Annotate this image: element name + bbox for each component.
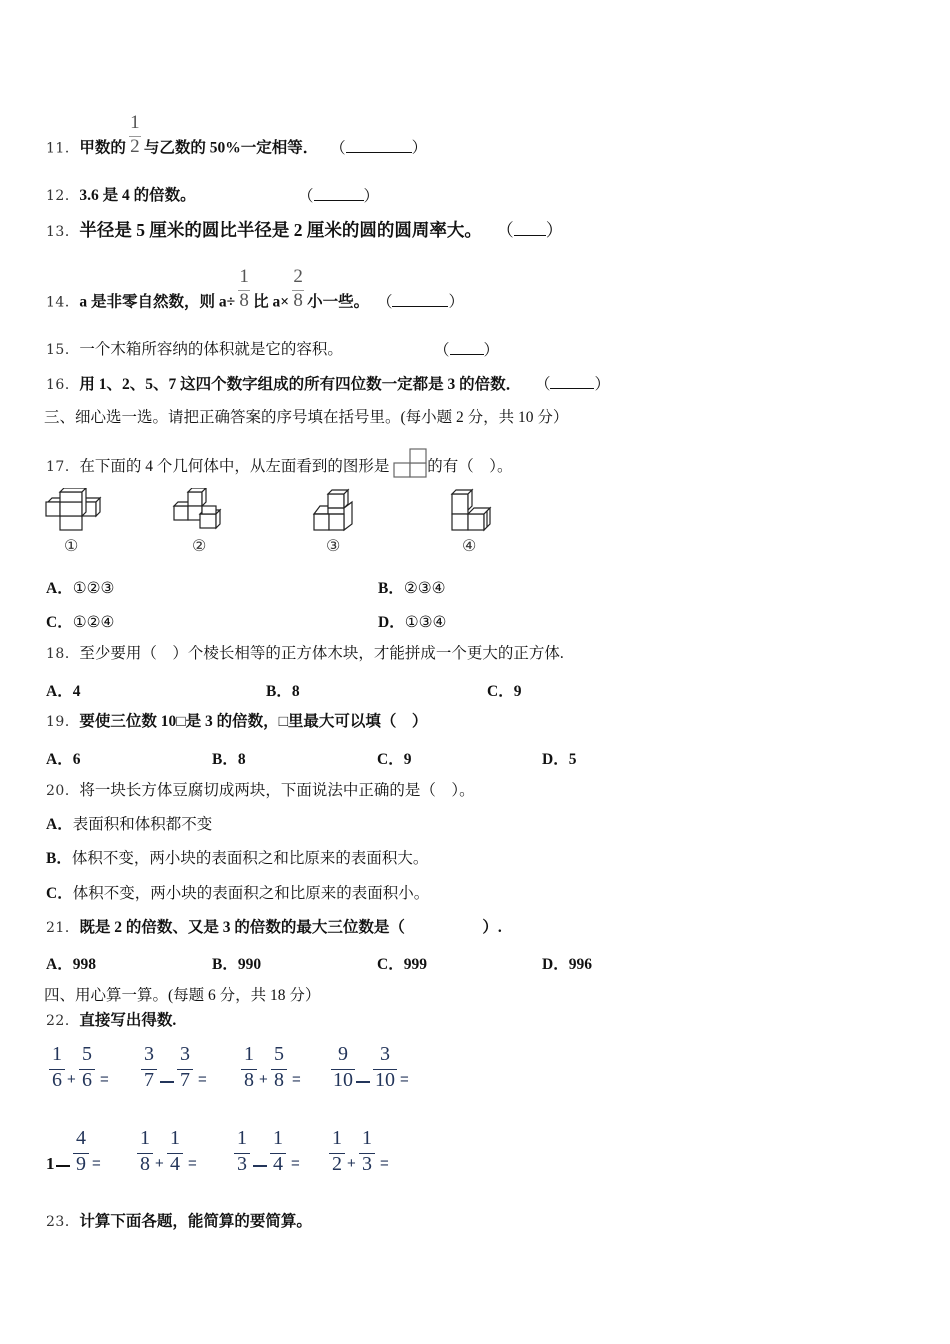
question-text: 在下面的 4 个几何体中，从左面看到的图形是 (79, 458, 390, 475)
answer-paren-open: （ (376, 293, 393, 311)
option-b[interactable] (212, 747, 246, 769)
option-label: A． (46, 751, 73, 768)
denominator: 10 (375, 1069, 395, 1091)
answer-blank[interactable] (392, 292, 448, 307)
question-text: 与乙数的 50%一定相等． (143, 139, 319, 157)
option-text: 体积不变，两小块的表面积之和比原来的表面积小。 (72, 885, 430, 902)
question-12 (46, 186, 380, 206)
option-label: A． (46, 956, 73, 973)
option-a[interactable] (46, 679, 80, 701)
figure-label-2: ② (192, 538, 207, 555)
answer-blank[interactable] (314, 186, 364, 201)
denominator: 10 (333, 1069, 353, 1091)
answer-paren-open: （ (534, 376, 551, 393)
option-text: 5 (568, 751, 577, 768)
solid-figure-3 (312, 488, 362, 532)
option-text: ①③④ (404, 614, 447, 631)
numerator: 3 (144, 1043, 154, 1065)
numerator: 1 (237, 1127, 247, 1149)
option-a[interactable] (46, 952, 96, 974)
numerator: 1 (140, 1127, 150, 1149)
question-number: 23． (46, 1214, 80, 1230)
option-label: D． (378, 614, 405, 631)
denominator: 8 (239, 290, 249, 311)
numerator: 3 (180, 1043, 190, 1065)
numerator: 1 (244, 1043, 254, 1065)
denominator: 6 (82, 1069, 92, 1091)
question-text: 比 a× (253, 293, 290, 311)
question-18 (46, 644, 564, 664)
numerator: 5 (274, 1043, 284, 1065)
option-d[interactable] (542, 747, 576, 769)
question-number: 18． (46, 646, 80, 662)
question-23 (46, 1212, 312, 1232)
cube-stack-1-icon (44, 488, 104, 532)
answer-slot (434, 340, 499, 361)
question-text: 要使三位数 10□是 3 的倍数，□里最大可以填（ ） (79, 713, 428, 730)
option-text: 8 (237, 751, 246, 768)
question-number: 19． (46, 714, 80, 730)
option-c[interactable] (487, 679, 521, 701)
question-number: 16． (46, 377, 80, 393)
answer-paren-close: ） (545, 220, 564, 240)
option-b[interactable] (266, 679, 300, 701)
answer-paren-open: （ (298, 188, 314, 205)
option-label: B． (266, 683, 292, 700)
numerator: 9 (338, 1043, 348, 1065)
option-text: 8 (291, 683, 300, 700)
left-view-shape-icon (393, 447, 427, 479)
denominator: 4 (273, 1153, 283, 1175)
option-text: 体积不变，两小块的表面积之和比原来的表面积大。 (71, 850, 429, 867)
answer-blank[interactable] (346, 138, 412, 153)
option-label: B． (378, 580, 404, 597)
question-text: 既是 2 的倍数、又是 3 的倍数的最大三位数是（ ）. (79, 919, 502, 936)
option-text: 4 (72, 683, 81, 700)
minus-sign (160, 1081, 174, 1083)
question-number: 11． (46, 140, 80, 157)
question-number: 12． (46, 188, 80, 204)
figure-label-3: ③ (326, 538, 341, 555)
option-label: A． (46, 683, 73, 700)
denominator: 2 (332, 1153, 342, 1175)
answer-paren-close: ） (363, 188, 380, 205)
option-b[interactable] (378, 576, 446, 598)
option-a[interactable] (46, 576, 114, 598)
question-text: 3.6 是 4 的倍数。 (79, 187, 196, 204)
option-text: ①②③ (72, 580, 115, 597)
cube-stack-4-icon (450, 488, 500, 532)
equals-sign: = (292, 1071, 301, 1088)
section-4-heading: 四、用心算一算。(每题 6 分，共 18 分） (44, 987, 321, 1004)
question-11 (46, 112, 428, 171)
option-c[interactable] (46, 884, 429, 904)
question-text: 将一块长方体豆腐切成两块，下面说法中正确的是（ ）。 (79, 782, 475, 799)
question-text: 至少要用（ ）个棱长相等的正方体木块，才能拼成一个更大的正方体. (79, 645, 564, 662)
whole-number: 1 (46, 1154, 55, 1173)
denominator: 7 (180, 1069, 190, 1091)
option-label: A． (46, 580, 73, 597)
denominator: 3 (362, 1153, 372, 1175)
option-label: B． (46, 850, 72, 867)
cube-stack-3-icon (312, 488, 362, 532)
fraction (292, 266, 304, 313)
fraction (129, 112, 141, 159)
option-text: ①②④ (72, 614, 115, 631)
option-label: C． (46, 885, 73, 902)
option-text: 998 (72, 956, 96, 973)
denominator: 7 (144, 1069, 154, 1091)
answer-paren-open: （ (434, 342, 450, 359)
fraction (238, 266, 250, 313)
minus-sign (356, 1081, 370, 1083)
answer-blank[interactable] (514, 221, 546, 236)
numerator: 1 (52, 1043, 62, 1065)
solid-figure-1 (44, 488, 104, 532)
denominator: 4 (170, 1153, 180, 1175)
question-text: 计算下面各题，能简算的要简算。 (79, 1213, 312, 1230)
option-d[interactable] (542, 952, 592, 974)
question-text: 直接写出得数. (79, 1012, 177, 1029)
denominator: 8 (140, 1153, 150, 1175)
question-19 (46, 712, 427, 732)
numerator: 1 (239, 266, 249, 287)
option-label: B． (212, 956, 238, 973)
option-label: D． (542, 956, 569, 973)
minus-sign (56, 1165, 70, 1167)
option-label: C． (377, 751, 404, 768)
option-label: C． (487, 683, 514, 700)
plus-sign: + (67, 1071, 76, 1088)
question-17 (46, 445, 512, 477)
denominator: 9 (76, 1153, 86, 1175)
question-text: 一个木箱所容纳的体积就是它的容积。 (79, 341, 343, 358)
question-text: 甲数的 (79, 139, 126, 157)
plus-sign: + (347, 1155, 356, 1172)
question-16 (46, 374, 610, 395)
question-text: 小一些。 (307, 293, 370, 311)
equals-sign: = (188, 1155, 197, 1172)
answer-paren-open: （ (496, 220, 514, 240)
answer-paren-close: ） (483, 342, 500, 359)
numerator: 2 (293, 266, 303, 287)
option-label: B． (212, 751, 238, 768)
numerator: 1 (332, 1127, 342, 1149)
option-d[interactable] (378, 610, 446, 632)
option-text: 表面积和体积都不变 (72, 816, 213, 833)
option-text: 996 (568, 956, 592, 973)
equals-sign: = (100, 1071, 109, 1088)
option-label: C． (377, 956, 404, 973)
option-c[interactable] (377, 952, 427, 974)
option-b[interactable] (212, 952, 261, 974)
question-21 (46, 918, 502, 938)
answer-blank[interactable] (450, 340, 484, 355)
answer-paren-close: ） (448, 293, 464, 311)
denominator: 8 (274, 1069, 284, 1091)
question-text: 半径是 5 厘米的圆比半径是 2 厘米的圆的圆周率大。 (79, 220, 482, 240)
option-c[interactable] (46, 610, 114, 632)
question-15 (46, 340, 500, 360)
answer-slot (298, 186, 379, 207)
section-3-heading: 三、细心选一选。请把正确答案的序号填在括号里。(每小题 2 分，共 10 分） (44, 409, 569, 426)
equals-sign: = (291, 1155, 300, 1172)
question-number: 21． (46, 920, 80, 936)
equals-sign: = (92, 1155, 101, 1172)
option-a[interactable] (46, 747, 80, 769)
answer-paren-open: （ (330, 139, 346, 157)
option-c[interactable] (377, 747, 411, 769)
question-number: 13． (46, 224, 80, 240)
question-text: a 是非零自然数，则 a÷ (79, 293, 236, 311)
numerator: 1 (273, 1127, 283, 1149)
question-number: 20． (46, 783, 80, 799)
solid-figure-4 (450, 488, 500, 532)
answer-blank[interactable] (550, 374, 594, 389)
plus-sign: + (259, 1071, 268, 1088)
option-text: 9 (513, 683, 522, 700)
option-text: 6 (72, 751, 81, 768)
question-20 (46, 781, 475, 801)
denominator: 8 (244, 1069, 254, 1091)
equals-sign: = (400, 1071, 409, 1088)
plus-sign: + (155, 1155, 164, 1172)
question-13 (46, 220, 563, 242)
numerator: 3 (380, 1043, 390, 1065)
question-text: 的有（ ）。 (427, 458, 513, 475)
numerator: 4 (76, 1127, 86, 1149)
numerator: 1 (170, 1127, 180, 1149)
question-22 (46, 1011, 176, 1031)
option-label: D． (542, 751, 569, 768)
equals-sign: = (380, 1155, 389, 1172)
denominator: 8 (293, 290, 303, 311)
equals-sign: = (198, 1071, 207, 1088)
question-number: 22． (46, 1013, 80, 1029)
denominator: 6 (52, 1069, 62, 1091)
question-number: 15． (46, 342, 80, 358)
question-number: 14． (46, 294, 80, 311)
option-text: ②③④ (403, 580, 446, 597)
option-text: 9 (403, 751, 412, 768)
numerator: 1 (362, 1127, 372, 1149)
numerator: 5 (82, 1043, 92, 1065)
answer-paren-close: ） (594, 376, 610, 393)
cube-stack-2-icon (172, 488, 232, 532)
option-text: 999 (403, 956, 427, 973)
solid-figure-2 (172, 488, 232, 532)
numerator: 1 (130, 112, 140, 133)
option-a[interactable] (46, 815, 212, 835)
answer-paren-close: ） (411, 139, 428, 157)
figure-label-1: ① (64, 538, 79, 555)
denominator: 2 (130, 136, 140, 157)
question-text: 用 1、2、5、7 这四个数字组成的所有四位数一定都是 3 的倍数． (79, 376, 522, 393)
option-b[interactable] (46, 849, 428, 869)
figure-label-4: ④ (462, 538, 477, 555)
option-label: A． (46, 816, 73, 833)
question-number: 17． (46, 459, 80, 475)
minus-sign (253, 1165, 267, 1167)
option-label: C． (46, 614, 73, 631)
denominator: 3 (237, 1153, 247, 1175)
option-text: 990 (237, 956, 262, 973)
question-14 (46, 266, 464, 325)
